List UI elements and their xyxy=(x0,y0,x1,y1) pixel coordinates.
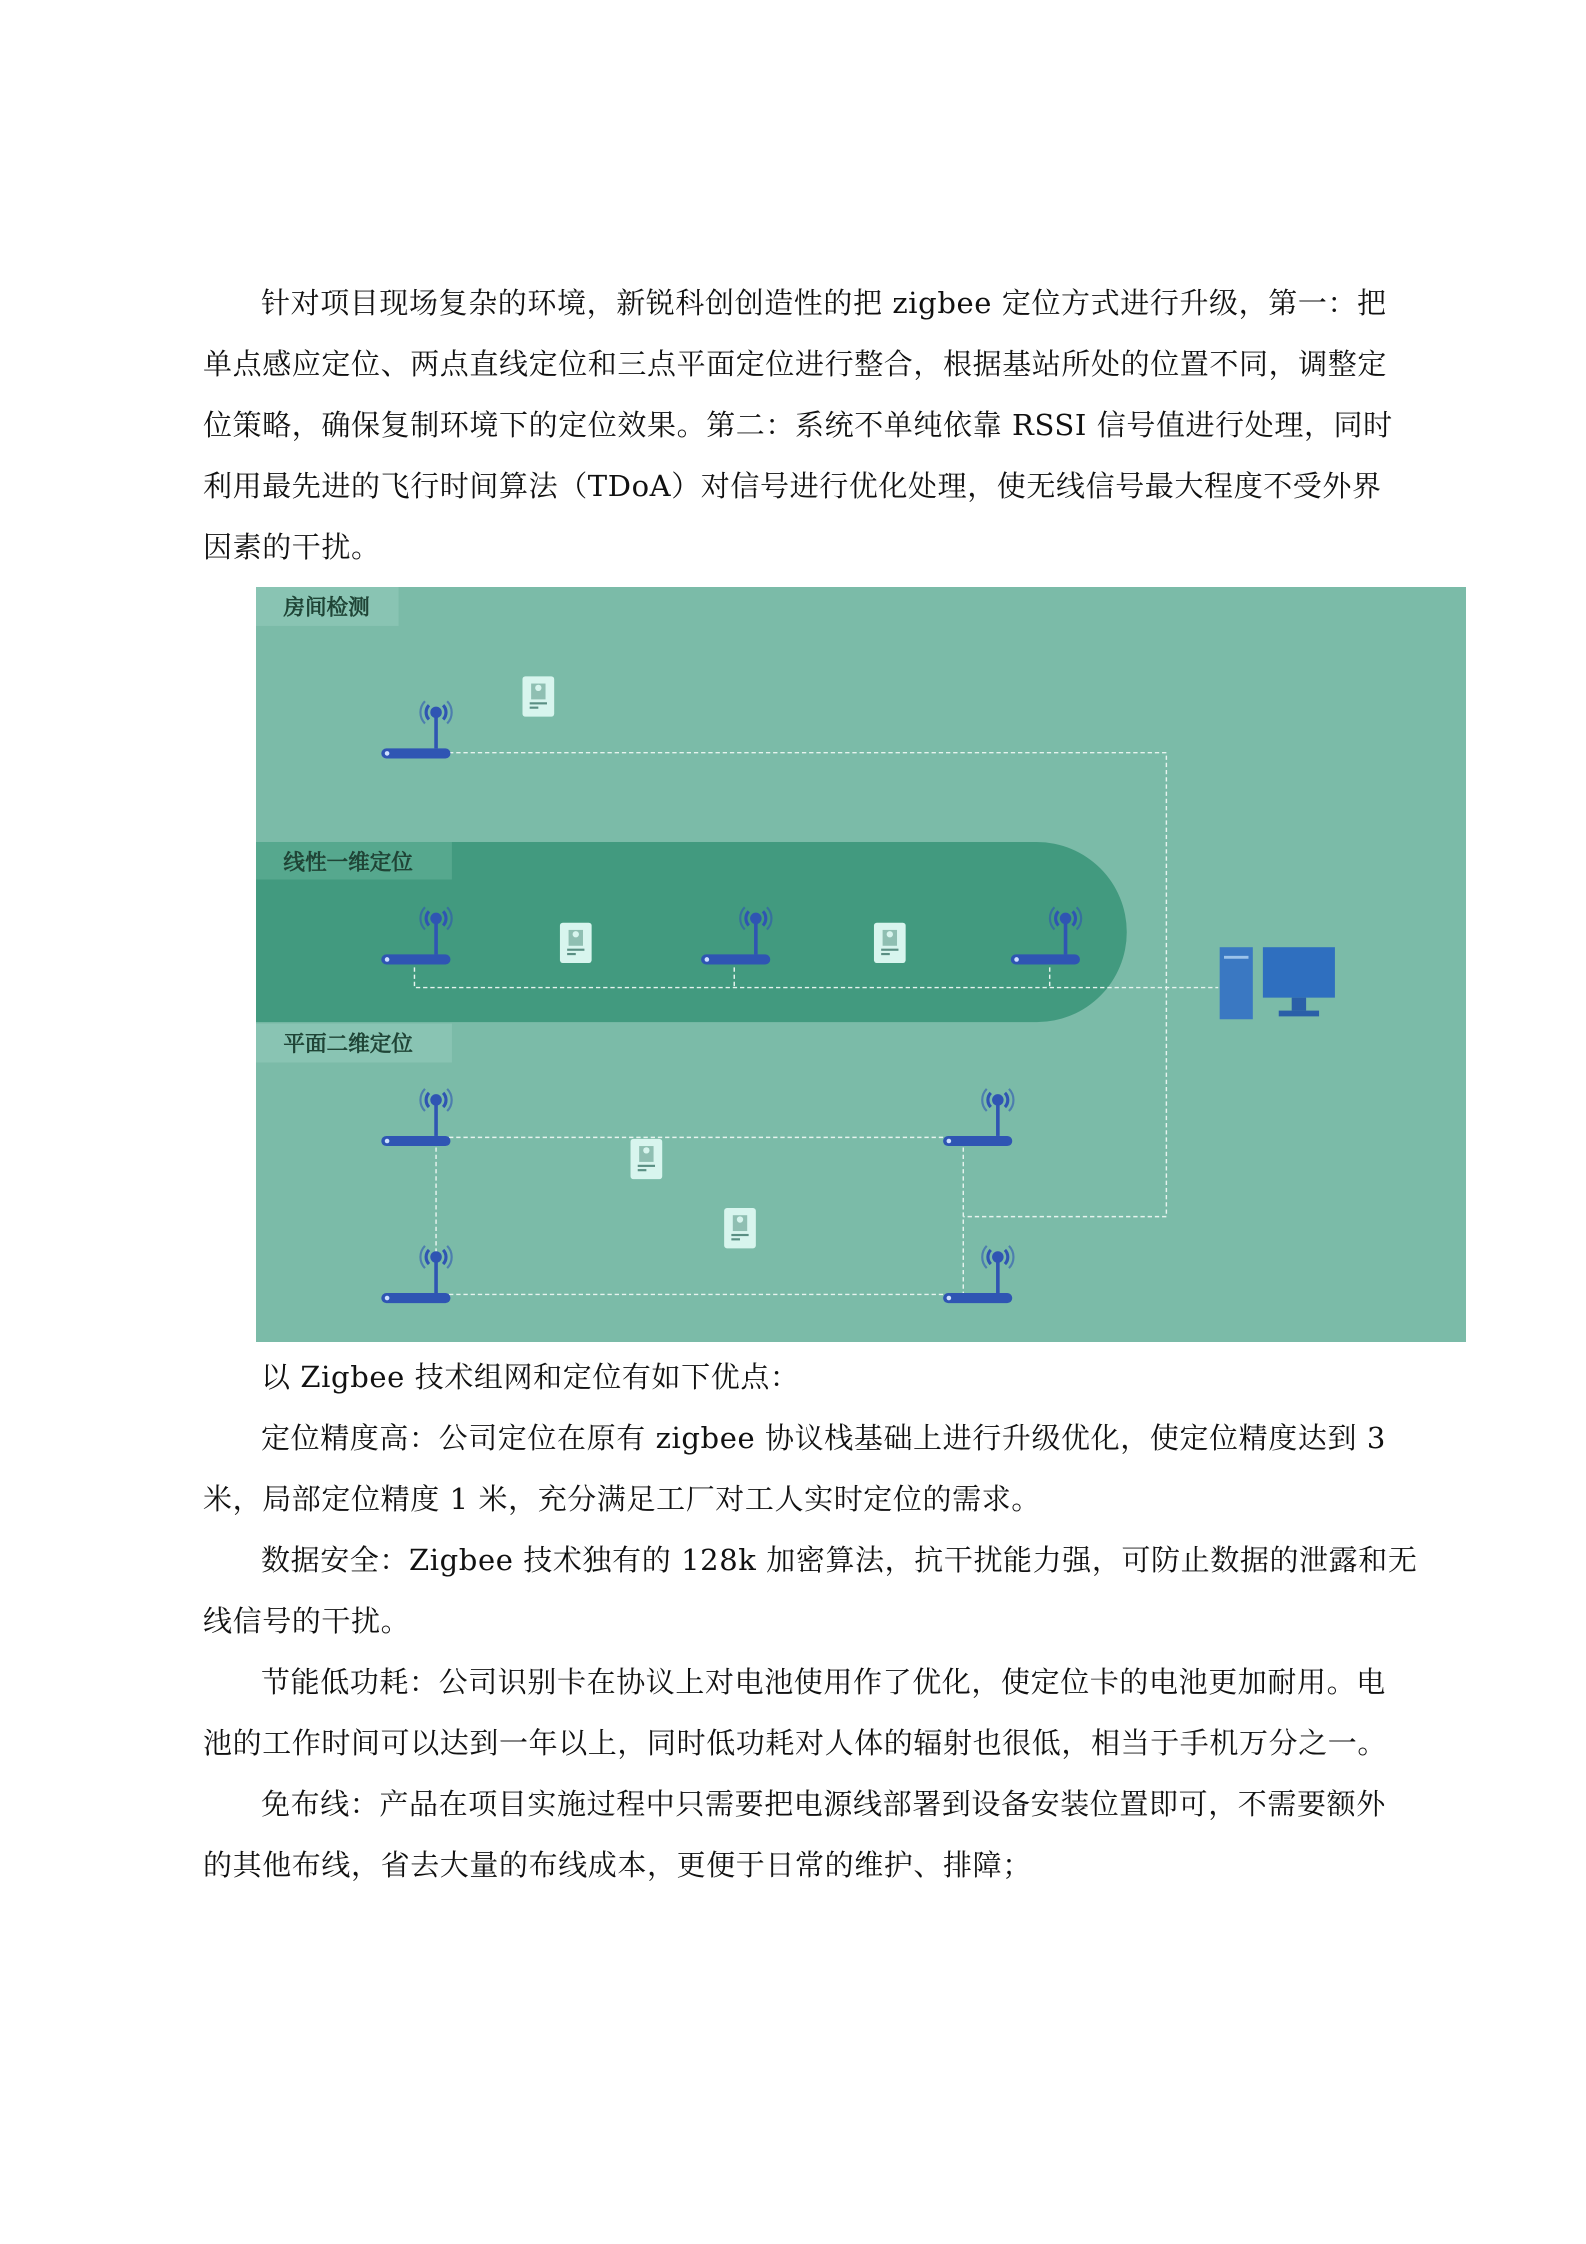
id-card-icon xyxy=(522,676,554,716)
intro-paragraph xyxy=(203,273,1403,578)
id-card-icon xyxy=(724,1208,756,1248)
text-line: 单点感应定位、两点直线定位和三点平面定位进行整合，根据基站所处的位置不同，调整定 xyxy=(203,347,1388,381)
text-line: 利用最先进的飞行时间算法（TDoA）对信号进行优化处理，使无线信号最大程度不受外界 xyxy=(203,469,1382,503)
text-line: 位策略，确保复制环境下的定位效果。第二：系统不单纯依靠 RSSI 信号值进行处理，同时 xyxy=(203,408,1393,442)
advantage-text: 数据安全：Zigbee 技术独有的 128k 加密算法，抗干扰能力强，可防止数据的泄露和无 xyxy=(261,1543,1418,1577)
advantages-section xyxy=(203,1347,1418,1896)
text-line: 针对项目现场复杂的环境，新锐科创创造性的把 zigbee 定位方式进行升级，第一：把 xyxy=(261,286,1387,320)
section-label-room: 房间检测 xyxy=(283,595,370,621)
advantage-text: 免布线：产品在项目实施过程中只需要把电源线部署到设备安装位置即可，不需要额外 xyxy=(261,1787,1386,1821)
id-card-icon xyxy=(631,1139,663,1179)
positioning-diagram xyxy=(256,587,1466,1342)
advantage-text: 米，局部定位精度 1 米，充分满足工厂对工人实时定位的需求。 xyxy=(203,1482,1041,1516)
section-label-plane: 平面二维定位 xyxy=(283,1031,413,1057)
id-card-icon xyxy=(874,923,906,963)
section-label-linear: 线性一维定位 xyxy=(283,850,413,876)
advantage-text: 的其他布线，省去大量的布线成本，更便于日常的维护、排障； xyxy=(203,1848,1032,1882)
advantage-text: 节能低功耗：公司识别卡在协议上对电池使用作了优化，使定位卡的电池更加耐用。电 xyxy=(261,1665,1386,1699)
id-card-icon xyxy=(560,923,592,963)
advantage-text: 池的工作时间可以达到一年以上，同时低功耗对人体的辐射也很低，相当于手机万分之一。 xyxy=(203,1726,1388,1760)
advantage-text: 定位精度高：公司定位在原有 zigbee 协议栈基础上进行升级优化，使定位精度达到 3 xyxy=(261,1421,1386,1455)
advantages-heading: 以 Zigbee 技术组网和定位有如下优点： xyxy=(261,1360,800,1394)
advantage-text: 线信号的干扰。 xyxy=(203,1604,411,1638)
text-line: 因素的干扰。 xyxy=(203,530,381,564)
